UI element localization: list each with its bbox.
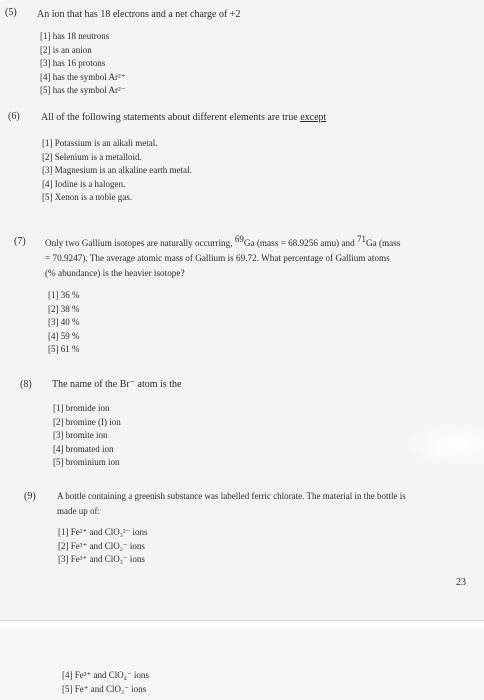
question-6-options <box>42 137 192 205</box>
question-5-number: (5) <box>5 7 17 18</box>
option: [5] 61 % <box>48 344 80 355</box>
question-6-number: (6) <box>8 111 20 122</box>
option: [4] Fe³⁺ and ClO₄⁻ ions <box>62 670 149 680</box>
question-8-options <box>53 402 121 470</box>
option: [2] Fe³⁺ and ClO₂⁻ ions <box>58 540 145 551</box>
question-8-number: (8) <box>20 379 32 390</box>
option: [3] bromite ion <box>53 430 108 441</box>
option: [2] is an anion <box>40 44 92 55</box>
option: [3] has 16 protons <box>40 58 106 69</box>
question-9-text: A bottle containing a greenish substance was labelled ferric chlorate. The material in the bottle is made up of: <box>57 491 406 516</box>
option: [4] has the symbol Ar²⁺ <box>40 71 126 82</box>
option: [1] Fe²⁺ and ClO₃²⁻ ions <box>58 527 148 537</box>
question-7-options <box>48 289 80 357</box>
option: [5] has the symbol Ar²⁻ <box>40 85 126 96</box>
isotope-69-mass-number: 69 <box>234 234 244 244</box>
question-7-text: Only two Gallium isotopes are naturally occurring, $^{69}$Ga (mass = 68.9256 amu) and $^{71}$Ga (mass = 70.9247). The average atomic mass of Gallium is 69.72. What percentage of Gallium atoms (% abundance) is the heavier isotope? <box>45 234 401 279</box>
glare <box>400 420 484 470</box>
except-emphasis: except <box>300 112 327 123</box>
question-6-text: All of the following statements about different elements are true except <box>41 112 327 123</box>
option: [5] brominium ion <box>53 457 120 468</box>
question-5-text: An ion that has 18 electrons and a net charge of +2 <box>37 9 241 20</box>
option: [4] bromated ion <box>53 443 114 454</box>
option: [3] Fe³⁺ and ClO₃⁻ ions <box>58 554 145 565</box>
option: [1] 36 % <box>48 290 80 300</box>
option: [2] 38 % <box>48 303 80 314</box>
question-8-text: The name of the Br⁻ atom is the <box>52 379 182 390</box>
option: [5] Fe⁺ and ClO₃⁻ ions <box>62 683 147 694</box>
option: [4] Iodine is a halogen. <box>42 178 126 189</box>
question-9-number: (9) <box>24 491 36 502</box>
option: [1] has 18 neutrons <box>40 31 110 41</box>
option: [3] Magnesium is an alkaline earth metal. <box>42 165 192 176</box>
exam-page-continued <box>0 628 484 700</box>
page-number: 23 <box>456 577 466 588</box>
question-9-options-continued <box>62 669 149 696</box>
question-7-number: (7) <box>14 236 26 247</box>
option: [3] 40 % <box>48 317 80 328</box>
option: [1] Potassium is an alkali metal. <box>42 138 158 148</box>
option: [5] Xenon is a noble gas. <box>42 192 132 203</box>
question-5-options <box>40 30 125 98</box>
option: [1] bromide ion <box>53 403 110 413</box>
isotope-71-mass-number: 71 <box>356 234 366 244</box>
question-9-options <box>58 526 148 567</box>
option: [2] bromine (I) ion <box>53 416 121 427</box>
option: [2] Selenium is a metalloid. <box>42 151 142 162</box>
option: [4] 59 % <box>48 330 80 341</box>
